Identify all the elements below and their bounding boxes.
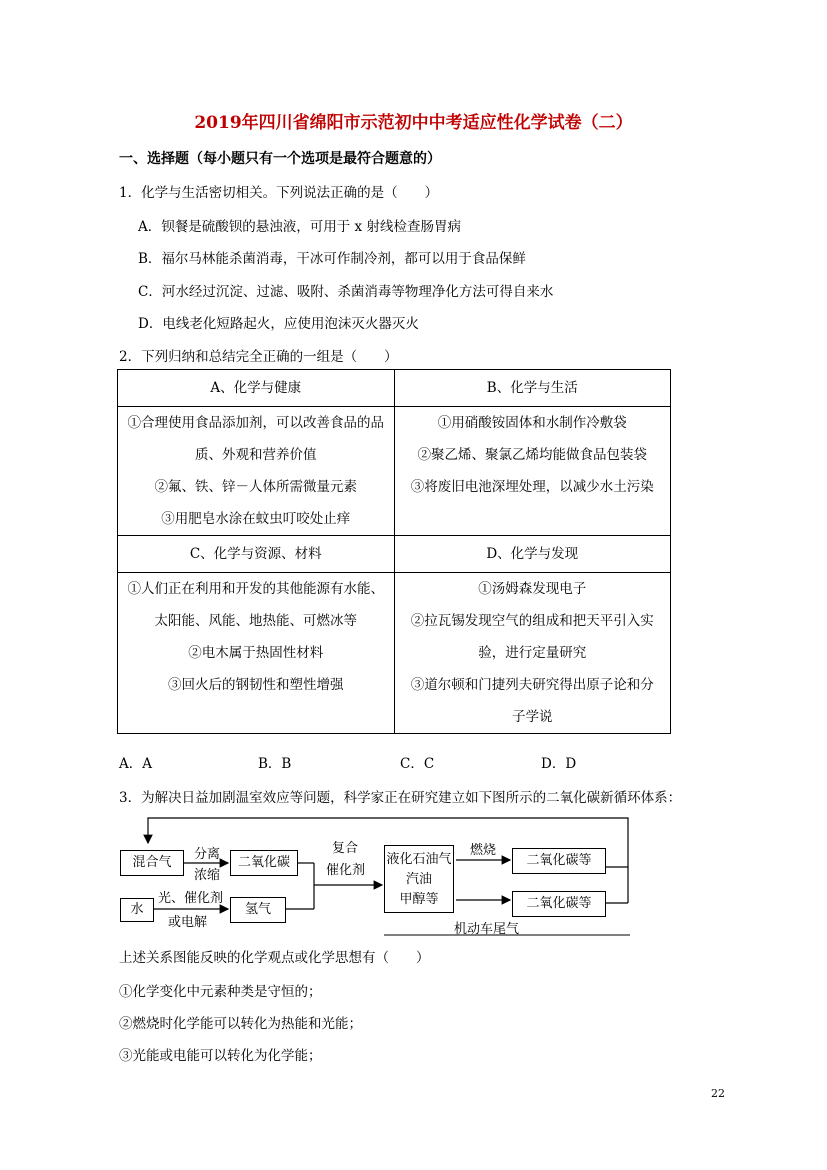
- fuel-gasoline: 汽油: [405, 872, 432, 887]
- fuel-methanol: 甲醇等: [399, 892, 439, 907]
- box-co2: 二氧化碳: [230, 850, 298, 876]
- q2-d-line-1: ①汤姆森发现电子: [478, 581, 587, 597]
- q3-point-2: ②燃烧时化学能可以转化为热能和光能；: [119, 1016, 362, 1032]
- box-co2-etc-2: 二氧化碳等: [512, 891, 606, 917]
- label-light-catalyst: 光、催化剂: [158, 891, 224, 906]
- label-or-electrolysis: 或电解: [168, 915, 208, 930]
- q2-choice-d: D．D: [541, 756, 577, 772]
- q2-c-line-3: ②电木属于热固性材料: [188, 645, 324, 661]
- q2-stem: 2．下列归纳和总结完全正确的一组是（ ）: [119, 349, 398, 365]
- q1-option-a: A．钡餐是硫酸钡的悬浊液，可用于 x 射线检查肠胃病: [138, 219, 461, 235]
- q2-c-line-4: ③回火后的钢韧性和塑性增强: [168, 677, 344, 693]
- q2-b-line-2: ②聚乙烯、聚氯乙烯均能做食品包装袋: [417, 447, 647, 463]
- q2-cell-a: [118, 407, 395, 536]
- q2-header-a: A、化学与健康: [118, 370, 395, 407]
- q2-table: [117, 369, 671, 734]
- q2-d-line-5: 子学说: [512, 709, 553, 725]
- q2-d-line-3: 验，进行定量研究: [478, 645, 587, 661]
- q2-a-line-3: ②氟、铁、锌－人体所需微量元素: [154, 479, 357, 495]
- q2-cell-b: [394, 407, 671, 536]
- q2-a-line-2: 质、外观和营养价值: [195, 447, 317, 463]
- q2-a-line-4: ③用肥皂水涂在蚊虫叮咬处止痒: [161, 511, 351, 527]
- label-exhaust: 机动车尾气: [454, 922, 520, 937]
- label-composite: 复合: [332, 841, 359, 856]
- q2-header-c: C、化学与资源、材料: [118, 536, 395, 573]
- label-separate: 分离: [194, 847, 221, 862]
- label-burn: 燃烧: [470, 843, 497, 858]
- q2-choice-b: B．B: [258, 756, 292, 772]
- q2-choice-c: C．C: [400, 756, 435, 772]
- box-mixed-gas: 混合气: [120, 850, 184, 876]
- q2-b-line-1: ①用硝酸铵固体和水制作冷敷袋: [437, 415, 627, 431]
- q2-cell-d: [394, 573, 671, 734]
- q3-point-3: ③光能或电能可以转化为化学能；: [119, 1048, 322, 1064]
- fuel-lpg: 液化石油气: [386, 852, 452, 867]
- q2-a-line-1: ①合理使用食品添加剂，可以改善食品的品: [127, 415, 384, 431]
- q2-header-d: D、化学与发现: [394, 536, 671, 573]
- q2-c-line-1: ①人们正在利用和开发的其他能源有水能、: [127, 581, 384, 597]
- q1-stem: 1．化学与生活密切相关。下列说法正确的是（ ）: [119, 185, 439, 201]
- page-title: 2019年四川省绵阳市示范初中中考适应性化学试卷（二）: [194, 113, 633, 133]
- q3-point-1: ①化学变化中元素种类是守恒的；: [119, 984, 322, 1000]
- q2-c-line-2: 太阳能、风能、地热能、可燃冰等: [154, 613, 357, 629]
- q2-choice-a: A．A: [119, 756, 152, 772]
- q2-cell-c: [118, 573, 395, 734]
- box-h2: 氢气: [230, 897, 286, 923]
- q2-d-line-4: ③道尔顿和门捷列夫研究得出原子论和分: [410, 677, 654, 693]
- box-fuels: [384, 845, 454, 913]
- label-catalyst: 催化剂: [326, 863, 366, 878]
- q3-sub-stem: 上述关系图能反映的化学观点或化学思想有（ ）: [119, 950, 430, 966]
- q2-b-line-3: ③将废旧电池深埋处理，以减少水土污染: [410, 479, 654, 495]
- label-concentrate: 浓缩: [194, 868, 221, 883]
- section-heading: 一、选择题（每小题只有一个选项是最符合题意的）: [119, 151, 441, 167]
- q1-option-d: D．电线老化短路起火，应使用泡沫灭火器灭火: [138, 316, 419, 332]
- q1-option-b: B．福尔马林能杀菌消毒，干冰可作制冷剂，都可以用于食品保鲜: [138, 251, 526, 267]
- page-number: 22: [711, 1087, 725, 1100]
- q3-stem: 3．为解决日益加剧温室效应等问题，科学家正在研究建立如下图所示的二氧化碳新循环体系：: [119, 790, 682, 806]
- box-co2-etc-1: 二氧化碳等: [512, 848, 606, 874]
- q1-option-c: C．河水经过沉淀、过滤、吸附、杀菌消毒等物理净化方法可得自来水: [138, 284, 554, 300]
- co2-cycle-diagram: [118, 815, 638, 937]
- q2-header-b: B、化学与生活: [394, 370, 671, 407]
- q2-choices: [0, 752, 827, 772]
- q2-d-line-2: ②拉瓦锡发现空气的组成和把天平引入实: [410, 613, 654, 629]
- box-water: 水: [120, 898, 154, 922]
